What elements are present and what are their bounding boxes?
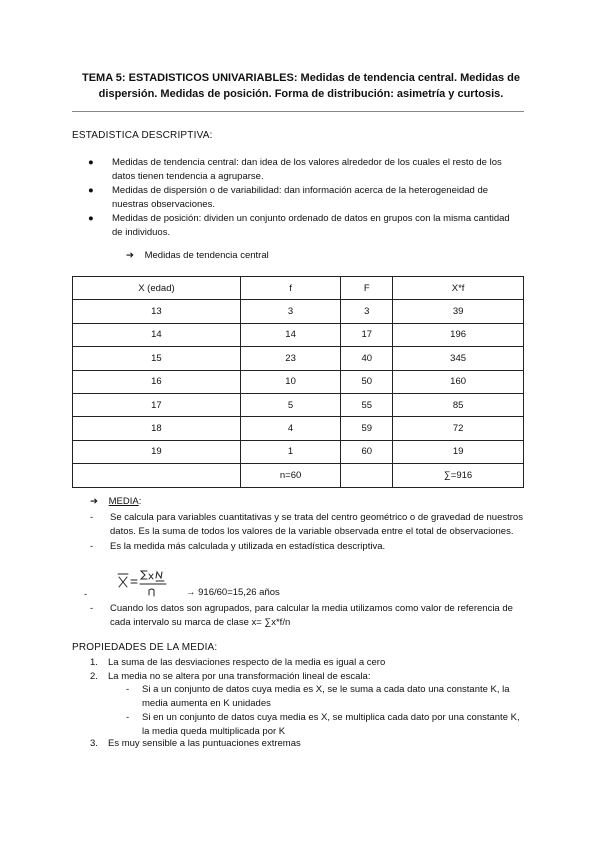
bullet-item: ● Medidas de tendencia central: dan idea de los valores alrededor de los cuales el resto de los datos tienen tendencia a agruparse.: [88, 157, 502, 182]
table-total-row: [73, 464, 524, 487]
bullet-dot-icon: ●: [88, 157, 94, 168]
table-cell: 10: [240, 370, 340, 393]
table-cell: 39: [393, 300, 524, 323]
sub-list-item: - Si a un conjunto de datos cuya media es X, se le suma a cada dato una constante K, la media aumenta en K unidades: [126, 684, 510, 709]
propiedades-sublist: [84, 683, 524, 738]
column-header: X*f: [393, 277, 524, 300]
table-cell: 19: [73, 440, 241, 463]
table-row: [73, 393, 524, 416]
media-list: [84, 511, 524, 554]
table-cell: 17: [73, 393, 241, 416]
section-heading-estadistica: ESTADISTICA DESCRIPTIVA:: [72, 130, 213, 141]
mean-result: → 916/60=15,26 años: [186, 587, 280, 598]
table-cell: 4: [240, 417, 340, 440]
table-cell: 16: [73, 370, 241, 393]
table-cell: 50: [341, 370, 393, 393]
table-cell: 14: [240, 323, 340, 346]
list-item: - Cuando los datos son agrupados, para calcular la media utilizamos como valor de referencia de cada intervalo su marca de clase x= ∑x*f/n: [90, 603, 513, 628]
list-item: - Se calcula para variables cuantitativas y se trata del centro geométrico o de gravedad de nuestros datos. Es la suma de todos los valores de la variable observada entre el total de observaciones.: [90, 512, 523, 537]
table-cell: 59: [341, 417, 393, 440]
column-header: F: [341, 277, 393, 300]
table-cell: n=60: [240, 464, 340, 487]
propiedades-list: [84, 656, 524, 683]
table-cell: 72: [393, 417, 524, 440]
bullet-dot-icon: ●: [88, 213, 94, 224]
table-cell: 18: [73, 417, 241, 440]
column-header: X (edad): [73, 277, 241, 300]
propiedades-heading: PROPIEDADES DE LA MEDIA:: [72, 642, 218, 653]
table-cell: 40: [341, 347, 393, 370]
media-list-grouped: [84, 602, 524, 629]
table-cell: 60: [341, 440, 393, 463]
table-row: [73, 300, 524, 323]
table-cell: 14: [73, 323, 241, 346]
table-header-row: [73, 277, 524, 300]
document-title: TEMA 5: ESTADISTICOS UNIVARIABLES: Medidas de tendencia central. Medidas de dispersión. Medidas de posición. Forma de distribución: asimetría y curtosis.: [81, 72, 521, 100]
formula-dash: -: [84, 589, 88, 600]
frequency-table: [72, 276, 524, 488]
table-cell: 55: [341, 393, 393, 416]
table-cell: [73, 464, 241, 487]
bullet-dot-icon: ●: [88, 185, 94, 196]
table-cell: 3: [240, 300, 340, 323]
table-cell: 15: [73, 347, 241, 370]
table-cell: 196: [393, 323, 524, 346]
table-cell: 345: [393, 347, 524, 370]
table-row: [73, 323, 524, 346]
table-row: [73, 417, 524, 440]
bullet-item: ● Medidas de dispersión o de variabilidad: dan información acerca de la heterogeneidad de nuestras observaciones.: [88, 185, 489, 210]
list-item: 3. Es muy sensible a las puntuaciones extremas: [90, 738, 301, 749]
descriptive-bullets: [82, 156, 522, 240]
table-cell: 3: [341, 300, 393, 323]
table-row: [73, 347, 524, 370]
table-cell: 1: [240, 440, 340, 463]
arrow-right-icon: ➔: [126, 250, 134, 261]
table-cell: 13: [73, 300, 241, 323]
table-cell: [341, 464, 393, 487]
table-cell: 85: [393, 393, 524, 416]
subheading-tendencia: ➔ Medidas de tendencia central: [126, 250, 269, 261]
table-cell: 5: [240, 393, 340, 416]
list-item: - Es la medida más calculada y utilizada en estadística descriptiva.: [90, 541, 386, 552]
list-item: 1. La suma de las desviaciones respecto de la media es igual a cero: [90, 657, 386, 668]
column-header: f: [240, 277, 340, 300]
media-heading: ➔ MEDIA:: [90, 496, 142, 507]
table-cell: 17: [341, 323, 393, 346]
arrow-right-icon: ➔: [90, 496, 98, 507]
table-cell: ∑=916: [393, 464, 524, 487]
list-item: 2. La media no se altera por una transformación lineal de escala:: [90, 670, 371, 682]
table-cell: 160: [393, 370, 524, 393]
title-divider: [72, 111, 524, 112]
formula-sketch-icon: [116, 565, 186, 603]
mean-formula-handwritten: [116, 565, 186, 603]
table-row: [73, 370, 524, 393]
table-row: [73, 440, 524, 463]
propiedades-list-cont: [84, 737, 524, 751]
bullet-item: ● Medidas de posición: dividen un conjunto ordenado de datos en grupos con la misma cantidad de individuos.: [88, 213, 510, 238]
sub-list-item: - Si en un conjunto de datos cuya media es X, se multiplica cada dato por una constante K, la media queda multiplicada por K: [126, 712, 520, 737]
table-cell: 23: [240, 347, 340, 370]
table-cell: 19: [393, 440, 524, 463]
